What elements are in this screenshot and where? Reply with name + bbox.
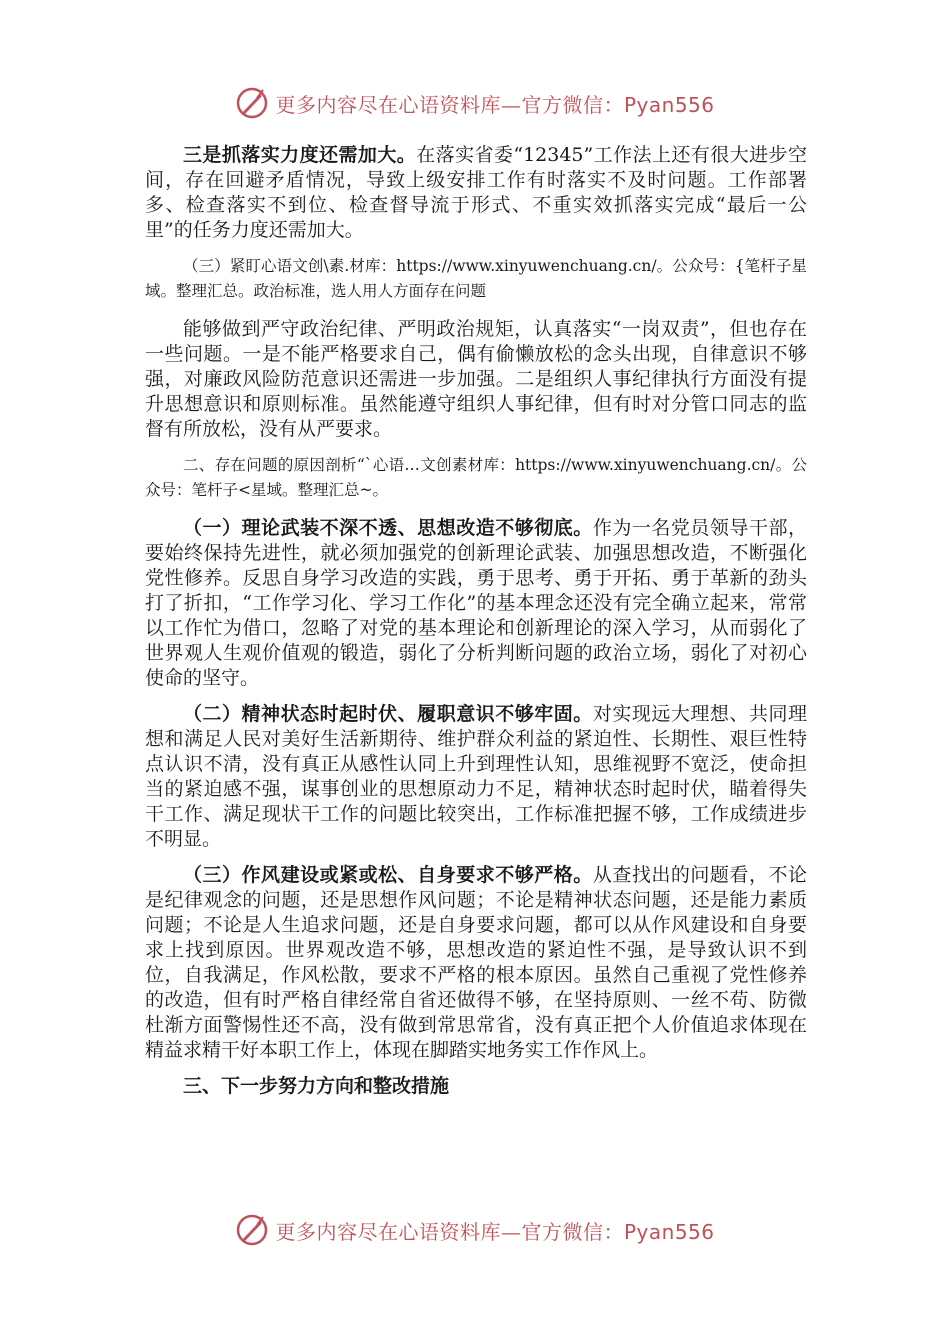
paragraph-4: 二、存在问题的原因剖析“`心语…文创素材库：https://www.xinyuwenchuang.cn/。公众号：笔杆子<星域。整理汇总~。 [145,456,807,499]
paragraph-3: 能够做到严守政治纪律、严明政治规矩，认真落实“一岗双责”，但也存在一些问题。一是不能严格要求自己，偶有偷懒放松的念头出现，自律意识不够强，对廉政风险防范意识还需进一步加强。二是组织人事纪律执行方面没有提升思想意识和原则标准。虽然能遵守组织人事纪律，但有时对分管口同志的监督有所放松，没有从严要求。 [145,318,807,440]
section-heading: 三、下一步努力方向和整改措施 [183,1075,450,1097]
footer-banner [0,1213,950,1247]
paragraph-1: 三是抓落实力度还需加大。在落实省委“12345”工作法上还有很大进步空间，存在回避矛盾情况，导致上级安排工作有时落实不及时问题。工作部署多、检查落实不到位、检查督导流于形式、不重实效抓落实完成“最后一公里”的任务力度还需加大。 [145,144,807,241]
paragraph-2: （三）紧盯心语文创\素.材库：https://www.xinyuwenchuang.cn/。公众号：{笔杆子星域。整理汇总。政治标准，选人用人方面存在问题 [145,257,807,300]
quill-logo-icon [235,86,269,120]
footer-banner-text: 更多内容尽在心语资料库—官方微信：Pyan556 [275,1219,715,1244]
document-body [145,143,807,1110]
paragraph-6: （二）精神状态时起时伏、履职意识不够牢固。对实现远大理想、共同理想和满足人民对美好生活新期待、维护群众利益的紧迫性、长期性、艰巨性特点认识不清，没有真正从感性认同上升到理性认知，思维视野不宽泛，使命担当的紧迫感不强，谋事创业的思想原动力不足，精神状态时起时伏，瞄着得失干工作、满足现状干工作的问题比较突出，工作标准把握不够，工作成绩进步不明显。 [145,703,807,850]
quill-logo-icon [235,1213,269,1247]
header-banner-text: 更多内容尽在心语资料库—官方微信：Pyan556 [275,92,715,117]
paragraph-7: （三）作风建设或紧或松、自身要求不够严格。从查找出的问题看，不论是纪律观念的问题，还是思想作风问题；不论是精神状态问题，还是能力素质问题；不论是人生追求问题，还是自身要求问题，都可以从作风建设和自身要求上找到原因。世界观改造不够，思想改造的紧迫性不强，是导致认识不到位，自我满足，作风松散，要求不严格的根本原因。虽然自己重视了党性修养的改造，但有时严格自律经常自省还做得不够，在坚持原则、一丝不苟、防微杜渐方面警惕性还不高，没有做到常思常省，没有真正把个人价值追求体现在精益求精干好本职工作上，体现在脚踏实地务实工作作风上。 [145,864,807,1061]
header-banner [0,86,950,120]
paragraph-5: （一）理论武装不深不透、思想改造不够彻底。作为一名党员领导干部，要始终保持先进性，就必须加强党的创新理论武装、加强思想改造，不断强化党性修养。反思自身学习改造的实践，勇于思考、勇于开拓、勇于革新的劲头打了折扣，“工作学习化、学习工作化”的基本理念还没有完全确立起来，常常以工作忙为借口，忽略了对党的基本理论和创新理论的深入学习，从而弱化了世界观人生观价值观的锻造，弱化了分析判断问题的政治立场，弱化了对初心使命的坚守。 [145,517,807,689]
